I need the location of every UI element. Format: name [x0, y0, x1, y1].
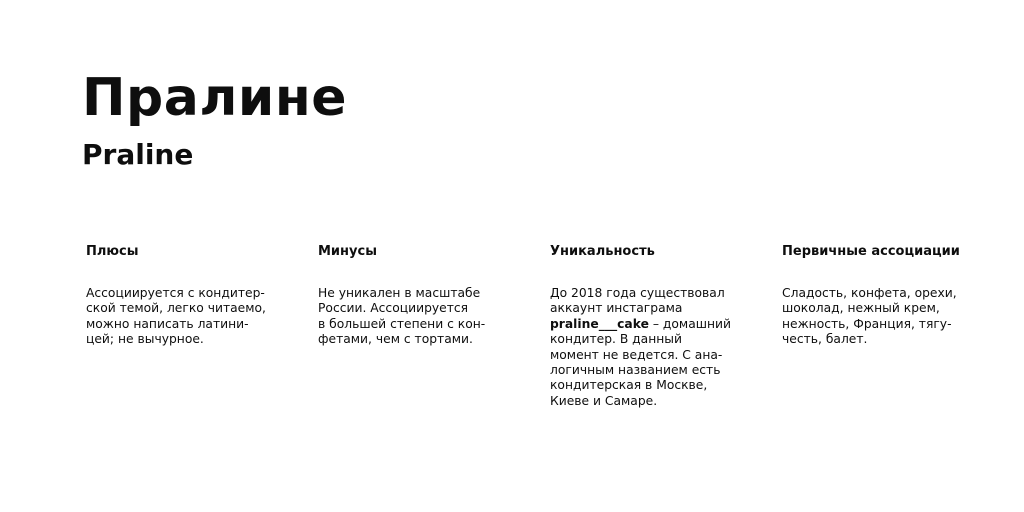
text-line: Сладость, конфета, орехи,: [782, 286, 957, 300]
text-line: кондитерская в Москве,: [550, 378, 708, 393]
associations-column: [782, 244, 972, 347]
text-line: ской темой, легко читаемо,: [86, 301, 266, 316]
uniqueness-text: [550, 286, 740, 409]
text-line: шоколад, нежный крем,: [782, 301, 940, 316]
text-line: фетами, чем с тортами.: [318, 332, 473, 347]
uniqueness-heading: Уникальность: [550, 244, 655, 259]
pros-column: [86, 244, 276, 347]
associations-heading: Первичные ассоциации: [782, 244, 960, 259]
page-subtitle: Praline: [82, 138, 194, 171]
text-line: аккаунт инстаграма: [550, 301, 683, 316]
text-line: в большей степени с кон-: [318, 316, 486, 331]
page-title: Пралине: [82, 68, 348, 128]
text-line: кондитер. В данный: [550, 332, 682, 347]
text-line: логичным названием есть: [550, 363, 721, 378]
text-line: цей; не вычурное.: [86, 332, 204, 347]
text-line: Ассоциируется с кондитер-: [86, 286, 265, 300]
text-line: нежность, Франция, тягу-: [782, 316, 952, 331]
text-line: момент не ведется. С ана-: [550, 347, 723, 362]
text-line: До 2018 года существовал: [550, 286, 725, 300]
pros-text: [86, 286, 276, 348]
text-line: Киеве и Самаре.: [550, 393, 658, 408]
cons-heading: Минусы: [318, 244, 377, 259]
text-line: честь, балет.: [782, 332, 868, 347]
instagram-account-name: praline___cake: [550, 316, 649, 331]
pros-heading: Плюсы: [86, 244, 139, 259]
cons-column: [318, 244, 508, 347]
text-line: можно написать латини-: [86, 316, 249, 331]
associations-text: [782, 286, 972, 348]
text-line: России. Ассоциируется: [318, 301, 469, 316]
uniqueness-column: [550, 244, 740, 408]
text-line: – домашний: [648, 316, 732, 331]
text-line: Не уникален в масштабе: [318, 286, 481, 300]
cons-text: [318, 286, 508, 348]
